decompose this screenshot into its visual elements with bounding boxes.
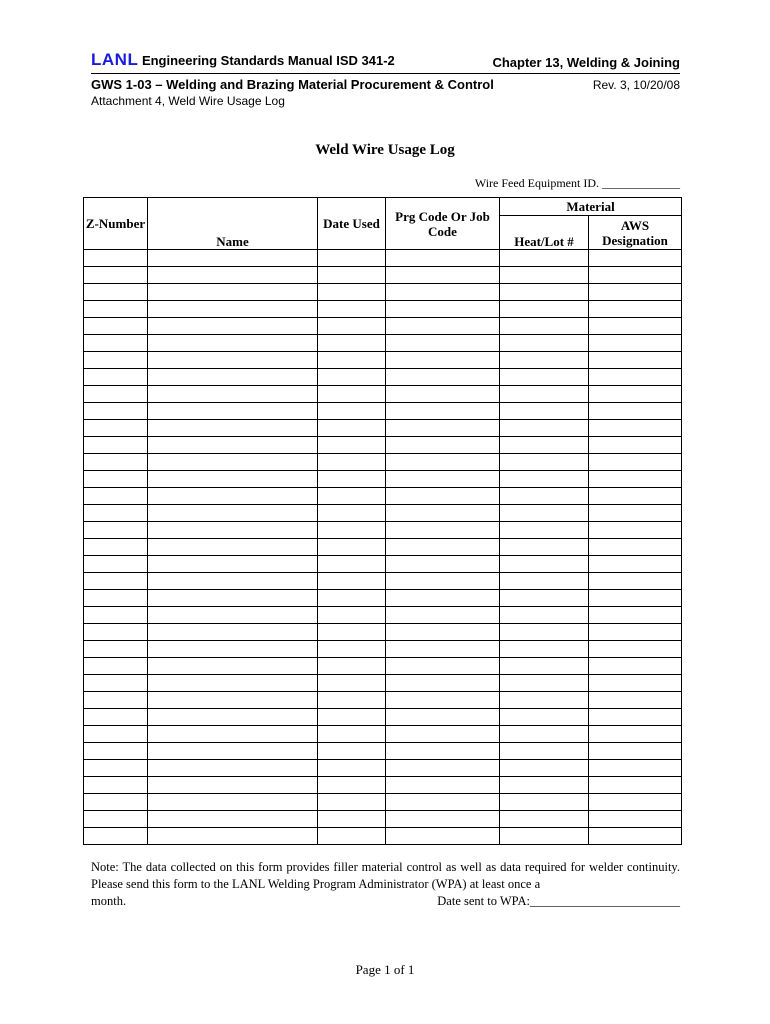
prg-code-cell[interactable] — [386, 386, 500, 403]
name-cell[interactable] — [148, 794, 318, 811]
usage-log-body — [84, 250, 682, 845]
name-cell[interactable] — [148, 386, 318, 403]
table-row — [84, 794, 682, 811]
z-number-cell[interactable] — [84, 539, 148, 556]
z-number-cell[interactable] — [84, 777, 148, 794]
heat-lot-cell[interactable] — [500, 828, 589, 845]
table-row — [84, 641, 682, 658]
aws-designation-cell[interactable] — [589, 352, 682, 369]
name-cell[interactable] — [148, 624, 318, 641]
prg-code-cell[interactable] — [386, 794, 500, 811]
table-row — [84, 284, 682, 301]
date-used-cell[interactable] — [318, 658, 386, 675]
heat-lot-cell[interactable] — [500, 369, 589, 386]
z-number-cell[interactable] — [84, 828, 148, 845]
prg-code-cell[interactable] — [386, 403, 500, 420]
name-cell[interactable] — [148, 335, 318, 352]
table-row — [84, 488, 682, 505]
date-used-cell[interactable] — [318, 641, 386, 658]
table-row — [84, 403, 682, 420]
date-used-cell[interactable] — [318, 573, 386, 590]
prg-code-cell[interactable] — [386, 811, 500, 828]
prg-code-cell[interactable] — [386, 250, 500, 267]
prg-code-cell[interactable] — [386, 573, 500, 590]
aws-designation-cell[interactable] — [589, 828, 682, 845]
date-used-cell[interactable] — [318, 437, 386, 454]
prg-code-cell[interactable] — [386, 335, 500, 352]
table-row — [84, 658, 682, 675]
z-number-cell[interactable] — [84, 437, 148, 454]
table-row — [84, 437, 682, 454]
prg-code-cell[interactable] — [386, 760, 500, 777]
col-header-z-number: Z-Number — [84, 198, 148, 250]
z-number-cell[interactable] — [84, 658, 148, 675]
z-number-cell[interactable] — [84, 284, 148, 301]
date-used-cell[interactable] — [318, 267, 386, 284]
aws-designation-cell[interactable] — [589, 403, 682, 420]
note-month: month. — [91, 894, 127, 908]
aws-designation-cell[interactable] — [589, 522, 682, 539]
z-number-cell[interactable] — [84, 675, 148, 692]
name-cell[interactable] — [148, 539, 318, 556]
heat-lot-cell[interactable] — [500, 709, 589, 726]
prg-code-cell[interactable] — [386, 539, 500, 556]
prg-code-cell[interactable] — [386, 437, 500, 454]
name-cell[interactable] — [148, 743, 318, 760]
note-last-line — [91, 893, 680, 910]
z-number-cell[interactable] — [84, 488, 148, 505]
prg-code-cell[interactable] — [386, 471, 500, 488]
date-used-cell[interactable] — [318, 505, 386, 522]
heat-lot-cell[interactable] — [500, 607, 589, 624]
table-row — [84, 692, 682, 709]
date-used-cell[interactable] — [318, 624, 386, 641]
z-number-cell[interactable] — [84, 471, 148, 488]
prg-code-cell[interactable] — [386, 522, 500, 539]
name-cell[interactable] — [148, 454, 318, 471]
aws-designation-cell[interactable] — [589, 301, 682, 318]
heat-lot-cell[interactable] — [500, 777, 589, 794]
name-cell[interactable] — [148, 267, 318, 284]
z-number-cell[interactable] — [84, 709, 148, 726]
header-left — [91, 50, 395, 70]
z-number-cell[interactable] — [84, 420, 148, 437]
heat-lot-cell[interactable] — [500, 573, 589, 590]
date-used-cell[interactable] — [318, 352, 386, 369]
name-cell[interactable] — [148, 760, 318, 777]
prg-code-cell[interactable] — [386, 607, 500, 624]
form-title: Weld Wire Usage Log — [315, 142, 455, 158]
prg-code-cell[interactable] — [386, 352, 500, 369]
heat-lot-cell[interactable] — [500, 301, 589, 318]
prg-code-cell[interactable] — [386, 828, 500, 845]
prg-code-cell[interactable] — [386, 301, 500, 318]
heat-lot-cell[interactable] — [500, 250, 589, 267]
heat-lot-cell[interactable] — [500, 352, 589, 369]
date-used-cell[interactable] — [318, 522, 386, 539]
date-used-cell[interactable] — [318, 777, 386, 794]
prg-code-cell[interactable] — [386, 454, 500, 471]
page-number: Page 1 of 1 — [355, 962, 415, 977]
z-number-cell[interactable] — [84, 573, 148, 590]
date-used-cell[interactable] — [318, 539, 386, 556]
z-number-cell[interactable] — [84, 811, 148, 828]
aws-designation-cell[interactable] — [589, 369, 682, 386]
aws-designation-cell[interactable] — [589, 437, 682, 454]
name-cell[interactable] — [148, 403, 318, 420]
heat-lot-cell[interactable] — [500, 488, 589, 505]
prg-code-cell[interactable] — [386, 658, 500, 675]
z-number-cell[interactable] — [84, 743, 148, 760]
z-number-cell[interactable] — [84, 403, 148, 420]
col-header-prg-code: Prg Code Or Job Code — [386, 198, 500, 250]
table-row — [84, 726, 682, 743]
aws-designation-cell[interactable] — [589, 726, 682, 743]
name-cell[interactable] — [148, 675, 318, 692]
table-row — [84, 743, 682, 760]
date-used-cell[interactable] — [318, 828, 386, 845]
heat-lot-cell[interactable] — [500, 386, 589, 403]
date-used-cell[interactable] — [318, 403, 386, 420]
z-number-cell[interactable] — [84, 726, 148, 743]
table-row — [84, 420, 682, 437]
manual-title: Engineering Standards Manual ISD 341-2 — [138, 53, 395, 68]
heat-lot-cell[interactable] — [500, 522, 589, 539]
z-number-cell[interactable] — [84, 352, 148, 369]
name-cell[interactable] — [148, 352, 318, 369]
aws-designation-cell[interactable] — [589, 267, 682, 284]
name-cell[interactable] — [148, 505, 318, 522]
prg-code-cell[interactable] — [386, 726, 500, 743]
name-cell[interactable] — [148, 607, 318, 624]
aws-designation-cell[interactable] — [589, 539, 682, 556]
aws-designation-cell[interactable] — [589, 794, 682, 811]
heat-lot-cell[interactable] — [500, 284, 589, 301]
table-row — [84, 760, 682, 777]
col-header-date-used: Date Used — [318, 198, 386, 250]
heat-lot-cell[interactable] — [500, 743, 589, 760]
prg-code-cell[interactable] — [386, 675, 500, 692]
note-paragraph — [91, 859, 680, 910]
heat-lot-cell[interactable] — [500, 675, 589, 692]
heat-lot-cell[interactable] — [500, 318, 589, 335]
aws-designation-cell[interactable] — [589, 641, 682, 658]
prg-code-cell[interactable] — [386, 624, 500, 641]
prg-code-cell[interactable] — [386, 369, 500, 386]
prg-code-cell[interactable] — [386, 590, 500, 607]
prg-code-cell[interactable] — [386, 641, 500, 658]
table-row — [84, 675, 682, 692]
aws-designation-cell[interactable] — [589, 573, 682, 590]
aws-designation-cell[interactable] — [589, 318, 682, 335]
heat-lot-cell[interactable] — [500, 335, 589, 352]
prg-code-cell[interactable] — [386, 743, 500, 760]
table-row — [84, 318, 682, 335]
aws-designation-cell[interactable] — [589, 335, 682, 352]
z-number-cell[interactable] — [84, 267, 148, 284]
aws-designation-cell[interactable] — [589, 811, 682, 828]
heat-lot-cell[interactable] — [500, 454, 589, 471]
table-row — [84, 811, 682, 828]
date-used-cell[interactable] — [318, 726, 386, 743]
aws-designation-cell[interactable] — [589, 675, 682, 692]
z-number-cell[interactable] — [84, 301, 148, 318]
prg-code-cell[interactable] — [386, 318, 500, 335]
z-number-cell[interactable] — [84, 794, 148, 811]
z-number-cell[interactable] — [84, 607, 148, 624]
table-row — [84, 369, 682, 386]
date-used-cell[interactable] — [318, 250, 386, 267]
table-row — [84, 471, 682, 488]
table-row — [84, 607, 682, 624]
name-cell[interactable] — [148, 250, 318, 267]
table-row — [84, 777, 682, 794]
heat-lot-cell[interactable] — [500, 692, 589, 709]
table-row — [84, 301, 682, 318]
date-used-cell[interactable] — [318, 709, 386, 726]
col-header-heat-lot: Heat/Lot # — [500, 216, 589, 250]
z-number-cell[interactable] — [84, 641, 148, 658]
document-subheader — [91, 77, 680, 95]
date-used-cell[interactable] — [318, 301, 386, 318]
table-row — [84, 386, 682, 403]
name-cell[interactable] — [148, 658, 318, 675]
aws-designation-cell[interactable] — [589, 284, 682, 301]
aws-designation-cell[interactable] — [589, 556, 682, 573]
table-row — [84, 352, 682, 369]
name-cell[interactable] — [148, 437, 318, 454]
heat-lot-cell[interactable] — [500, 590, 589, 607]
table-row — [84, 828, 682, 845]
z-number-cell[interactable] — [84, 590, 148, 607]
date-used-cell[interactable] — [318, 607, 386, 624]
equipment-id-field: Wire Feed Equipment ID. _____________ — [474, 176, 680, 190]
name-cell[interactable] — [148, 522, 318, 539]
z-number-cell[interactable] — [84, 250, 148, 267]
name-cell[interactable] — [148, 777, 318, 794]
z-number-cell[interactable] — [84, 369, 148, 386]
heat-lot-cell[interactable] — [500, 471, 589, 488]
col-header-aws: AWS Designation — [589, 216, 682, 250]
z-number-cell[interactable] — [84, 556, 148, 573]
prg-code-cell[interactable] — [386, 420, 500, 437]
table-row — [84, 709, 682, 726]
aws-designation-cell[interactable] — [589, 454, 682, 471]
lanl-logo: LANL — [91, 50, 139, 69]
prg-code-cell[interactable] — [386, 777, 500, 794]
table-row — [84, 573, 682, 590]
revision-info: Rev. 3, 10/20/08 — [592, 78, 680, 92]
table-row — [84, 267, 682, 284]
aws-designation-cell[interactable] — [589, 590, 682, 607]
name-cell[interactable] — [148, 726, 318, 743]
heat-lot-cell[interactable] — [500, 794, 589, 811]
table-row — [84, 522, 682, 539]
name-cell[interactable] — [148, 301, 318, 318]
name-cell[interactable] — [148, 318, 318, 335]
name-cell[interactable] — [148, 471, 318, 488]
heat-lot-cell[interactable] — [500, 420, 589, 437]
note-text: Note: The data collected on this form provides filler material control as well as data required for welder continuity. Please send this form to the LANL Welding Program Administrator (WPA) at least once a — [91, 860, 680, 891]
date-used-cell[interactable] — [318, 284, 386, 301]
date-used-cell[interactable] — [318, 811, 386, 828]
heat-lot-cell[interactable] — [500, 505, 589, 522]
aws-designation-cell[interactable] — [589, 250, 682, 267]
name-cell[interactable] — [148, 590, 318, 607]
aws-designation-cell[interactable] — [589, 658, 682, 675]
col-header-material: Material — [500, 198, 682, 216]
date-sent-field: Date sent to WPA:________________________ — [437, 894, 680, 908]
aws-designation-cell[interactable] — [589, 743, 682, 760]
name-cell[interactable] — [148, 488, 318, 505]
heat-lot-cell[interactable] — [500, 267, 589, 284]
date-used-cell[interactable] — [318, 794, 386, 811]
attachment-title: Attachment 4, Weld Wire Usage Log — [91, 94, 285, 108]
heat-lot-cell[interactable] — [500, 726, 589, 743]
date-used-cell[interactable] — [318, 369, 386, 386]
date-used-cell[interactable] — [318, 488, 386, 505]
date-used-cell[interactable] — [318, 471, 386, 488]
prg-code-cell[interactable] — [386, 556, 500, 573]
aws-designation-cell[interactable] — [589, 488, 682, 505]
usage-log-table — [83, 197, 682, 845]
name-cell[interactable] — [148, 709, 318, 726]
table-row — [84, 454, 682, 471]
date-used-cell[interactable] — [318, 590, 386, 607]
aws-designation-cell[interactable] — [589, 471, 682, 488]
aws-designation-cell[interactable] — [589, 607, 682, 624]
heat-lot-cell[interactable] — [500, 556, 589, 573]
chapter-title: Chapter 13, Welding & Joining — [492, 55, 680, 70]
heat-lot-cell[interactable] — [500, 658, 589, 675]
table-row — [84, 539, 682, 556]
z-number-cell[interactable] — [84, 505, 148, 522]
heat-lot-cell[interactable] — [500, 624, 589, 641]
heat-lot-cell[interactable] — [500, 437, 589, 454]
heat-lot-cell[interactable] — [500, 641, 589, 658]
z-number-cell[interactable] — [84, 454, 148, 471]
z-number-cell[interactable] — [84, 386, 148, 403]
prg-code-cell[interactable] — [386, 488, 500, 505]
date-used-cell[interactable] — [318, 335, 386, 352]
aws-designation-cell[interactable] — [589, 760, 682, 777]
date-used-cell[interactable] — [318, 743, 386, 760]
name-cell[interactable] — [148, 641, 318, 658]
name-cell[interactable] — [148, 420, 318, 437]
table-row — [84, 624, 682, 641]
date-used-cell[interactable] — [318, 675, 386, 692]
aws-designation-cell[interactable] — [589, 386, 682, 403]
z-number-cell[interactable] — [84, 760, 148, 777]
table-row — [84, 505, 682, 522]
table-row — [84, 335, 682, 352]
date-used-cell[interactable] — [318, 692, 386, 709]
aws-designation-cell[interactable] — [589, 624, 682, 641]
name-cell[interactable] — [148, 692, 318, 709]
z-number-cell[interactable] — [84, 522, 148, 539]
date-used-cell[interactable] — [318, 556, 386, 573]
z-number-cell[interactable] — [84, 692, 148, 709]
heat-lot-cell[interactable] — [500, 811, 589, 828]
z-number-cell[interactable] — [84, 335, 148, 352]
aws-designation-cell[interactable] — [589, 420, 682, 437]
date-used-cell[interactable] — [318, 318, 386, 335]
table-row — [84, 590, 682, 607]
table-row — [84, 250, 682, 267]
date-used-cell[interactable] — [318, 386, 386, 403]
name-cell[interactable] — [148, 284, 318, 301]
prg-code-cell[interactable] — [386, 692, 500, 709]
name-cell[interactable] — [148, 811, 318, 828]
heat-lot-cell[interactable] — [500, 539, 589, 556]
name-cell[interactable] — [148, 828, 318, 845]
date-used-cell[interactable] — [318, 454, 386, 471]
table-row — [84, 556, 682, 573]
prg-code-cell[interactable] — [386, 505, 500, 522]
date-used-cell[interactable] — [318, 420, 386, 437]
aws-designation-cell[interactable] — [589, 692, 682, 709]
aws-designation-cell[interactable] — [589, 709, 682, 726]
z-number-cell[interactable] — [84, 624, 148, 641]
heat-lot-cell[interactable] — [500, 403, 589, 420]
aws-designation-cell[interactable] — [589, 505, 682, 522]
z-number-cell[interactable] — [84, 318, 148, 335]
name-cell[interactable] — [148, 369, 318, 386]
heat-lot-cell[interactable] — [500, 760, 589, 777]
prg-code-cell[interactable] — [386, 284, 500, 301]
aws-designation-cell[interactable] — [589, 777, 682, 794]
name-cell[interactable] — [148, 556, 318, 573]
date-used-cell[interactable] — [318, 760, 386, 777]
gws-title: GWS 1-03 – Welding and Brazing Material Procurement & Control — [91, 77, 494, 92]
prg-code-cell[interactable] — [386, 709, 500, 726]
prg-code-cell[interactable] — [386, 267, 500, 284]
page-header — [91, 50, 680, 74]
name-cell[interactable] — [148, 573, 318, 590]
col-header-name: Name — [148, 198, 318, 250]
